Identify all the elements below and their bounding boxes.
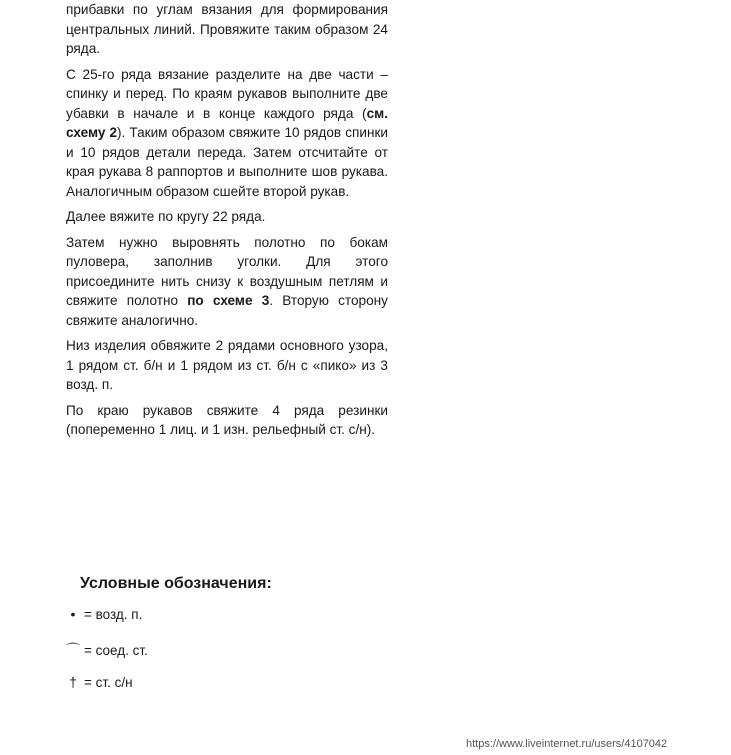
- chain-stitch-icon: •: [70, 606, 76, 622]
- paragraph-1: прибавки по углам вязания для формирования центральных линий. Провяжите таким образом 24 ряда.: [66, 2, 388, 56]
- legend-item-chain: • = возд. п.: [62, 606, 142, 622]
- paragraph-6: По краю рукавов свяжите 4 ряда резинки (попеременно 1 лиц. и 1 изн. рельефный ст. с/н).: [66, 402, 388, 437]
- watermark-url: https://www.liveinternet.ru/users/4107042: [466, 738, 668, 750]
- paragraph-5: Низ изделия обвяжите 2 рядами основного узора, 1 рядом ст. б/н и 1 рядом из ст. б/н с «пико» из 3 возд. п.: [66, 338, 388, 392]
- legend-item-slip: ⌒ = соед. ст.: [62, 640, 148, 660]
- pattern-diagram: [400, 0, 731, 755]
- paragraph-2: С 25-го ряда вязание разделите на две части – спинку и перед. По краям рукавов выполните две убавки в начале и в конце каждого ряда (см. схему 2). Таким образом свяжите 10 рядов спинки и 10 рядов детали переда. Затем отсчитайте от края рукава 8 раппортов и выполните шов рукава. Аналогичным образом сшейте второй рукав.: [66, 66, 388, 199]
- paragraph-4: Затем нужно выровнять полотно по бокам пуловера, заполнив уголки. Для этого присоедините нить снизу к воздушным петлям и свяжите полотно по схеме 3. Вторую сторону свяжите аналогично.: [66, 234, 388, 328]
- legend-item-dc: † = ст. с/н: [62, 674, 133, 690]
- paragraph-3: Далее вяжите по кругу 22 ряда.: [66, 209, 266, 224]
- double-crochet-icon: †: [69, 674, 77, 690]
- slip-stitch-icon: ⌒: [66, 642, 80, 658]
- legend-title: Условные обозначения:: [80, 575, 272, 592]
- instructions-column: [66, 0, 388, 446]
